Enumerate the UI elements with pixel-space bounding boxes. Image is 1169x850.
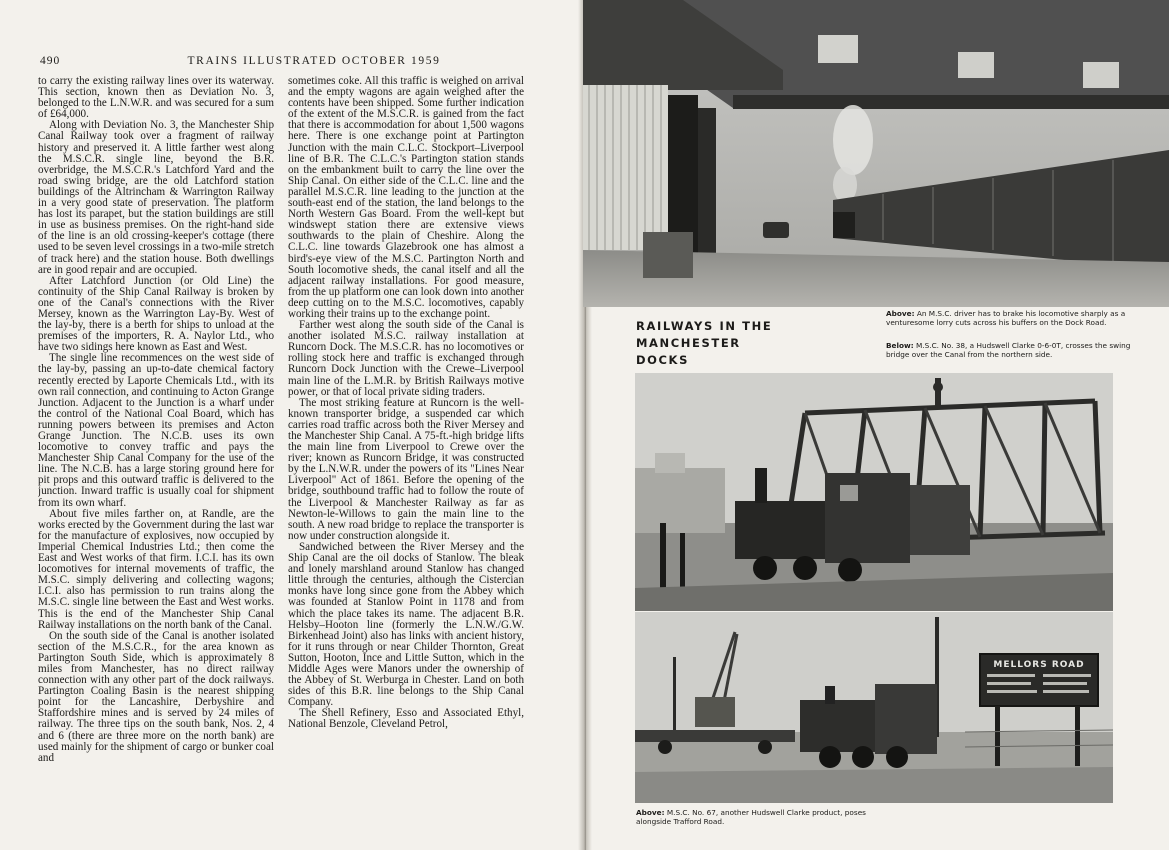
photo-dock-road <box>583 0 1169 307</box>
caption-above <box>886 309 1154 328</box>
section-title-line-1: RAILWAYS IN THE <box>636 319 773 333</box>
caption-label: Above: <box>636 808 665 817</box>
page-number: 490 <box>40 55 61 67</box>
paragraph: Along with Deviation No. 3, the Manchester Ship Canal Railway took over a fragment of railway history and preserved it. A little farther west along the M.S.C.R. single line, beyond the B.R. overbridge, the M.S.C.R.'s Latchford Yard and the road swing bridge, are the old Latchford station buildings of the Altrincham & Warrington Railway in a very good state of preservation. The platform has lost its parapet, but the station buildings are still in use as business premises. On the right-hand side of the line is an old crossing-keeper's cottage (there used to be seven level crossings in a two-mile stretch of track here) and the station house. Both dwellings are in good repair and are occupied. <box>38 119 274 276</box>
paragraph: On the south side of the Canal is another isolated section of the M.S.C.R., for the area known as Partington South Side, which is approximately 8 miles from Manchester, has no direct railway connection with any other part of the dock railways. Partington Coaling Basin is the nearest shipping point for the Lancashire, Derbyshire and Staffordshire mines and is served by 24 miles of railway. The three tips on the south bank, Nos. 2, 4 and 6 (there are three more on the north bank) are used mainly for the shipment of cargo or bunker coal and <box>38 629 274 764</box>
paragraph: to carry the existing railway lines over its waterway. This section, known then as Deviation No. 3, belonged to the L.N.W.R. and was secured for a sum of £64,000. <box>38 76 274 121</box>
caption-text: M.S.C. No. 38, a Hudswell Clarke 0-6-0T, crosses the swing bridge over the Canal from the northern side. <box>886 341 1131 360</box>
caption-text: An M.S.C. driver has to brake his locomotive sharply as a venturesome lorry cuts across his buffers on the Dock Road. <box>886 309 1126 328</box>
paragraph: After Latchford Junction (or Old Line) the continuity of the Ship Canal Railway is broken by one of the Canal's connections with the River Mersey, known as the Warrington Lay-By. West of the lay-by, there is a berth for ships to unload at the premises of the importers, R. A. Naylor Ltd., who have two sidings here known as East and West. <box>38 274 274 354</box>
caption-label: Below: <box>886 341 914 350</box>
paragraph: Farther west along the south side of the Canal is another isolated M.S.C. railway installation at Runcorn Dock. The M.S.C.R. has no locomotives or rolling stock here and traffic is exchanged through Runcorn Dock Junction with the Crewe–Liverpool main line of the L.M.R. by British Railways motive power, or that of local private siding traders. <box>288 319 524 398</box>
paragraph: Sandwiched between the River Mersey and the Ship Canal are the oil docks of Stanlow. The bleak and lonely marshland around Stanlow has changed little through the centuries, although the Cistercian monks have long since gone from the Abbey which was founded at Stanlow Point in 1178 and from which the place takes its name. The adjacent B.R. Helsby–Hooton line (formerly the L.N.W./G.W. Birkenhead Joint) also has links with ancient history, for it runs through or near Childer Thornton, Great Sutton, Hooton, Ince and Little Sutton, which in the Middle Ages were Manors under the ownership of the Abbey of St. Werburga in Chester. Land on both sides of this B.R. line belongs to the Ship Canal Company. <box>288 540 524 709</box>
caption-label: Above: <box>886 309 915 318</box>
signboard-title: MELLORS ROAD <box>993 660 1085 670</box>
caption-text: M.S.C. No. 67, another Hudswell Clarke product, poses alongside Trafford Road. <box>636 808 866 827</box>
caption-below <box>886 341 1154 360</box>
section-title <box>636 318 796 369</box>
article-column-1 <box>38 76 274 836</box>
paragraph: sometimes coke. All this traffic is weighed on arrival and the empty wagons are again weighed after the contents have been shipped. Some further indication of the extent of the M.S.C.R. is gained from the fact that there is accommodation for about 1,500 wagons here. There is one exchange point at Partington Junction with the main C.L.C. Stockport–Liverpool line of B.R. The C.L.C.'s Partington station stands on the embankment built to carry the line over the Ship Canal. On either side of the C.L.C. line and the parallel M.S.C.R. line leading to the junction at the south-east end of the station, the land belongs to the North Western Gas Board. From the well-kept but windswept station there are extensive views southwards to the plain of Cheshire. Along the C.L.C. line towards Glazebrook one has almost a bird's-eye view of the M.S.C. Partington North and South locomotive sheds, the canal itself and all the adjacent railway installations. For good measure, from the up platform one can look down into another deep cutting on to the M.S.C. locomotives, capably working their trains up to the exchange point. <box>288 76 524 320</box>
caption-bottom <box>636 808 896 827</box>
paragraph: About five miles farther on, at Randle, are the works erected by the Government during the last war for the manufacture of explosives, now occupied by Imperial Chemical Industries Ltd.; then come the East and West works of that firm. I.C.I. has its own locomotives for internal movements of traffic, the M.S.C. simply delivering and collecting wagons; I.C.I. also has permission to run trains along the M.S.C. single line between the East and West works. This is the end of the Manchester Ship Canal Railway installations on the north bank of the Canal. <box>38 507 274 631</box>
paragraph: The Shell Refinery, Esso and Associated Ethyl, National Benzole, Cleveland Petrol, <box>288 707 524 731</box>
journal-title: TRAINS ILLUSTRATED OCTOBER 1959 <box>187 55 441 67</box>
article-column-2 <box>288 76 524 836</box>
photo-trafford-road <box>635 612 1113 803</box>
running-header <box>40 55 524 71</box>
paragraph: The single line recommences on the west side of the lay-by, passing an up-to-date chemical factory recently erected by Laporte Chemicals Ltd., with its own rail connection, and continuing to Acton Grange Junction. Adjacent to the Junction is a wharf under the control of the National Coal Board, which has running powers between its premises and Acton Grange Junction. The N.C.B. uses its own locomotive to convey traffic and pays the Manchester Ship Canal Company for the use of the line. The N.C.B. has a large storing ground here for pit props and this outward traffic is delivered to the junction. Inward traffic is usually coal for shipment from its own wharf. <box>38 352 274 509</box>
photo-swing-bridge <box>635 373 1113 611</box>
section-title-line-2: MANCHESTER DOCKS <box>636 336 741 367</box>
paragraph: The most striking feature at Runcorn is the well-known transporter bridge, a suspended car which carries road traffic across both the River Mersey and the Manchester Ship Canal. A 75-ft.-high bridge lifts the main line from Liverpool to Crewe over the river; known as Runcorn Bridge, it was constructed by the L.N.W.R. under the powers of its "Lines Near Liverpool" Act of 1861. Before the opening of the bridge, southbound traffic had to follow the route of the Liverpool & Manchester Railway as far as Newton-le-Willows to gain the main line to the south. A new road bridge to replace the transporter is now under construction alongside it. <box>288 396 524 542</box>
